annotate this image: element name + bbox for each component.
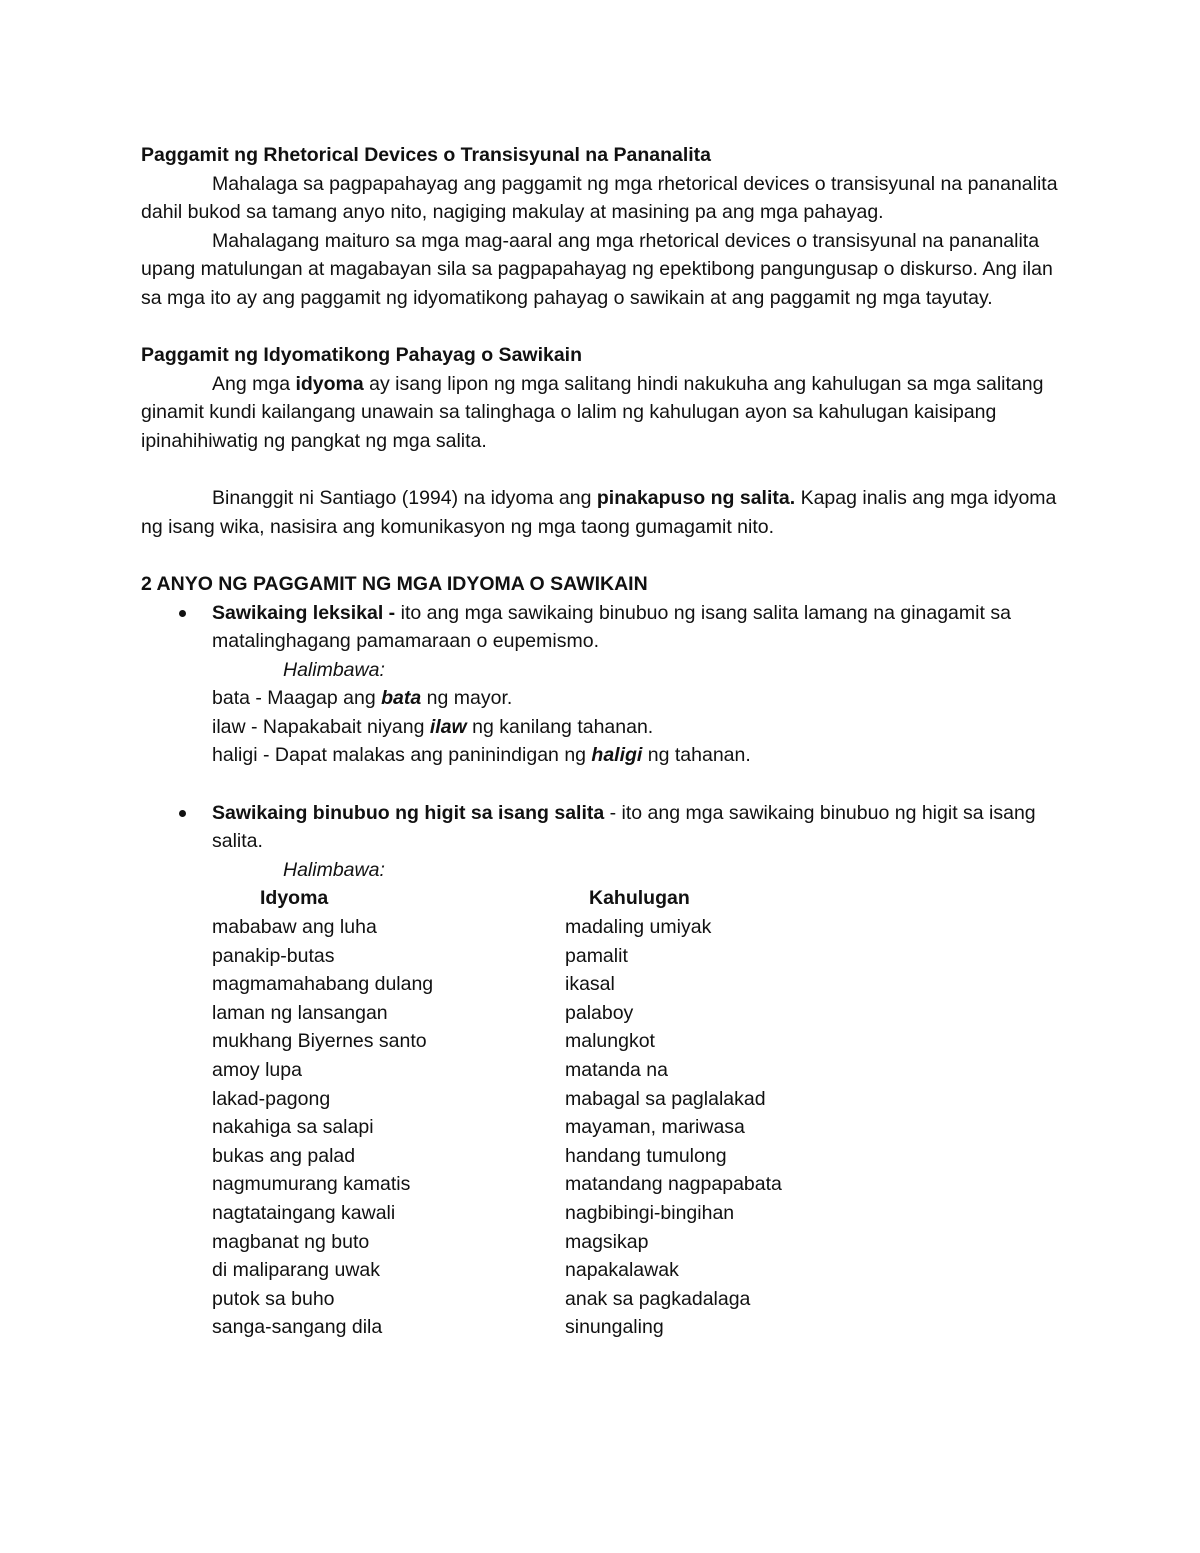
spacer <box>141 770 1061 799</box>
text: ay isang lipon ng mga salitang hindi nakukuha ang kahulugan sa mga salitang ginamit kundi kailangang unawain sa talinghaga o lalim ng kahulugan ayon sa kahulugan kaisipang ipinahihiwatig ng pangkat ng mga salita. <box>141 372 1044 452</box>
text: ng mayor. <box>421 687 513 710</box>
table-row <box>212 1199 1061 1228</box>
example-line <box>141 741 1061 770</box>
bullet-term: Sawikaing leksikal - <box>212 601 396 624</box>
table-header-row <box>212 884 1061 913</box>
idiom-cell: nagmumurang kamatis <box>212 1173 411 1196</box>
meaning-cell: handang tumulong <box>565 1144 727 1167</box>
bullet-icon <box>179 810 186 817</box>
idiom-table <box>212 884 1061 1342</box>
text: ng tahanan. <box>642 744 751 767</box>
meaning-cell: sinungaling <box>565 1316 664 1339</box>
text: bata - Maagap ang <box>212 687 382 710</box>
section-heading-rhetorical: Paggamit ng Rhetorical Devices o Transisyunal na Pananalita <box>141 144 712 166</box>
meaning-cell: mayaman, mariwasa <box>565 1116 745 1139</box>
text: ng kanilang tahanan. <box>466 715 654 738</box>
table-row <box>212 1256 1061 1285</box>
text: Ang mga <box>212 372 296 395</box>
example-line <box>141 684 1061 713</box>
idiom-cell: amoy lupa <box>212 1059 302 1081</box>
paragraph: Mahalaga sa pagpapahayag ang paggamit ng mga rhetorical devices o transisyunal na pananalita dahil bukod sa tamang anyo nito, nagiging makulay at masining pa ang mga pahayag. <box>141 172 1058 224</box>
idiom-cell: magmamahabang dulang <box>212 973 434 996</box>
emphasis-word: ilaw <box>429 715 467 738</box>
idiom-cell: panakip-butas <box>212 944 335 967</box>
emphasis-word: haligi <box>591 744 643 767</box>
text: haligi - Dapat malakas ang paninindigan ng <box>212 744 592 767</box>
paragraph-santiago <box>141 484 1061 541</box>
bold-term: idyoma <box>295 372 364 395</box>
example-line <box>141 713 1061 742</box>
bullet-icon <box>179 610 186 617</box>
spacer <box>141 541 1061 570</box>
meaning-cell: magsikap <box>565 1230 649 1253</box>
idiom-cell: putok sa buho <box>212 1287 335 1310</box>
document-content <box>141 141 1061 1342</box>
idiom-cell: di maliparang uwak <box>212 1259 381 1282</box>
bullet-item-leksikal <box>141 599 1061 656</box>
bullet-term: Sawikaing binubuo ng higit sa isang salita <box>212 801 605 824</box>
meaning-cell: ikasal <box>565 973 615 996</box>
emphasis-word: bata <box>381 687 422 710</box>
idiom-cell: nakahiga sa salapi <box>212 1116 374 1139</box>
paragraph-idyoma-definition <box>141 370 1061 456</box>
idiom-cell: laman ng lansangan <box>212 1001 388 1024</box>
table-row <box>212 942 1061 971</box>
table-row <box>212 999 1061 1028</box>
table-row <box>212 1027 1061 1056</box>
idiom-cell: mukhang Biyernes santo <box>212 1030 427 1053</box>
bold-term: pinakapuso ng salita. <box>596 487 796 510</box>
idiom-cell: sanga-sangang dila <box>212 1316 383 1339</box>
meaning-cell: palaboy <box>565 1001 634 1024</box>
bullet-text: ito ang mga sawikaing binubuo ng isang salita lamang na ginagamit sa matalinghagang pamamaraan o eupemismo. <box>212 601 1011 653</box>
table-row <box>212 1113 1061 1142</box>
table-row <box>212 1170 1061 1199</box>
spacer <box>141 313 1061 342</box>
text: Binanggit ni Santiago (1994) na idyoma ang <box>212 487 597 510</box>
example-label: Halimbawa: <box>283 858 385 881</box>
table-row <box>212 1142 1061 1171</box>
meaning-cell: matanda na <box>565 1059 668 1081</box>
idiom-cell: lakad-pagong <box>212 1087 331 1110</box>
idiom-cell: nagtataingang kawali <box>212 1201 396 1224</box>
table-row <box>212 1085 1061 1114</box>
paragraph: Mahalagang maituro sa mga mag-aaral ang mga rhetorical devices o transisyunal na pananalita upang matulungan at magabayan sila sa pagpapahayag ng epektibong pangungusap o diskurso. Ang ilan sa mga ito ay ang paggamit ng idyomatikong pahayag o sawikain at ang paggamit ng mga tayutay. <box>141 229 1053 309</box>
section-heading-anyo: 2 ANYO NG PAGGAMIT NG MGA IDYOMA O SAWIKAIN <box>141 572 648 595</box>
meaning-cell: pamalit <box>565 944 628 967</box>
column-header-kahulugan: Kahulugan <box>589 887 690 910</box>
table-row <box>212 970 1061 999</box>
meaning-cell: napakalawak <box>565 1259 679 1282</box>
meaning-cell: mabagal sa paglalakad <box>565 1087 766 1110</box>
section-heading-idyomatiko: Paggamit ng Idyomatikong Pahayag o Sawikain <box>141 344 583 367</box>
meaning-cell: malungkot <box>565 1030 655 1053</box>
table-row <box>212 1285 1061 1314</box>
idiom-cell: mababaw ang luha <box>212 916 377 939</box>
column-header-idyoma: Idyoma <box>260 887 329 910</box>
table-row <box>212 913 1061 942</box>
meaning-cell: matandang nagpapabata <box>565 1173 782 1196</box>
text: Kapag inalis ang mga idyoma ng isang wika, nasisira ang komunikasyon ng mga taong gumagamit nito. <box>141 487 1057 538</box>
table-row <box>212 1228 1061 1257</box>
meaning-cell: anak sa pagkadalaga <box>565 1287 751 1310</box>
idiom-cell: bukas ang palad <box>212 1144 356 1167</box>
spacer <box>141 456 1061 485</box>
meaning-cell: nagbibingi-bingihan <box>565 1201 735 1224</box>
meaning-cell: madaling umiyak <box>565 916 712 939</box>
text: ilaw - Napakabait niyang <box>212 715 430 738</box>
table-row <box>212 1313 1061 1342</box>
table-row <box>212 1056 1061 1085</box>
bullet-text: - ito ang mga sawikaing binubuo ng higit sa isang salita. <box>212 801 1036 853</box>
example-label: Halimbawa: <box>283 658 385 681</box>
bullet-item-higit <box>141 799 1061 856</box>
idiom-cell: magbanat ng buto <box>212 1230 370 1253</box>
